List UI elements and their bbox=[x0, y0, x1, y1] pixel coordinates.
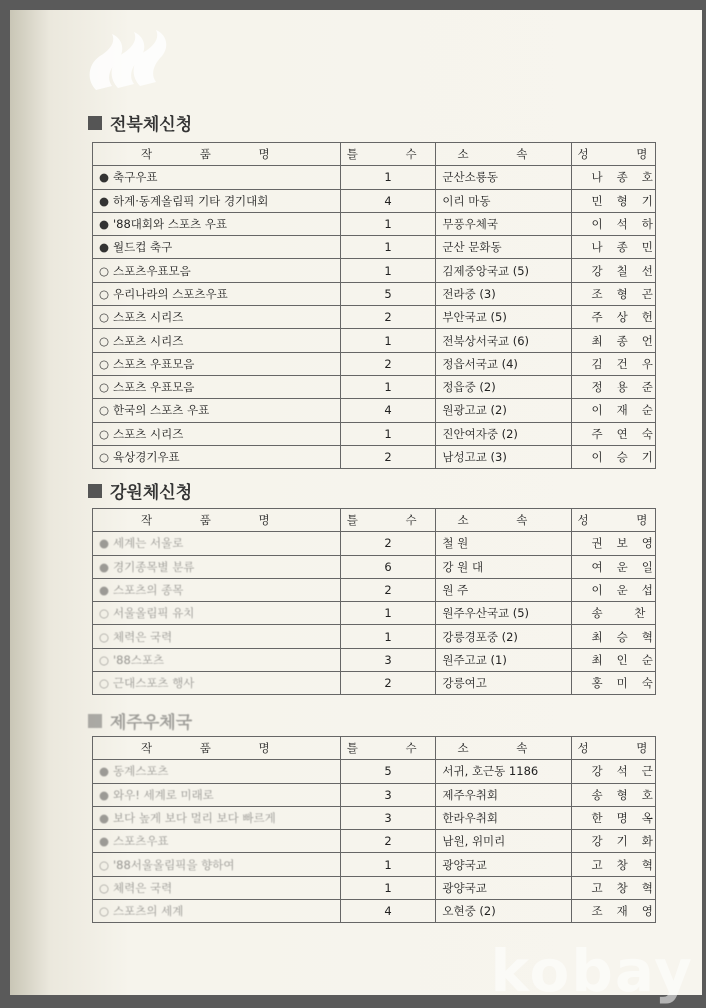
entry-title-cell bbox=[93, 672, 341, 695]
entry-affiliation: 강릉여고 bbox=[436, 672, 571, 695]
entry-title: 보다 높게 보다 멀리 보다 빠르게 bbox=[113, 811, 276, 826]
entry-title-cell bbox=[93, 352, 341, 375]
entry-count: 1 bbox=[340, 166, 436, 189]
header-count: 틀 수 bbox=[340, 143, 436, 166]
entry-count: 1 bbox=[340, 212, 436, 235]
bullet-icon: ○ bbox=[99, 263, 110, 278]
table-row bbox=[93, 399, 656, 422]
entry-count: 3 bbox=[340, 806, 436, 829]
entry-count: 2 bbox=[340, 672, 436, 695]
entry-person-name: 김건우 bbox=[571, 352, 655, 375]
table-row bbox=[93, 830, 656, 853]
square-bullet-icon bbox=[88, 116, 102, 130]
entry-title: 서울올림픽 유치 bbox=[113, 606, 195, 621]
bullet-icon: ● bbox=[99, 240, 110, 255]
table-row bbox=[93, 648, 656, 671]
entry-title: 우리나라의 스포츠우표 bbox=[113, 286, 228, 301]
entry-person-name: 민형기 bbox=[571, 189, 655, 212]
entry-title-cell bbox=[93, 648, 341, 671]
table-row bbox=[93, 306, 656, 329]
entry-person-name: 조재영 bbox=[571, 900, 655, 923]
header-name: 성 명 bbox=[571, 737, 655, 760]
entry-affiliation: 전북상서국교 (6) bbox=[436, 329, 571, 352]
entry-title: 스포츠우표모음 bbox=[113, 263, 191, 278]
entry-count: 1 bbox=[340, 375, 436, 398]
section-heading-jeonbuk: 전북체신청 bbox=[88, 110, 192, 135]
entry-count: 2 bbox=[340, 445, 436, 468]
bullet-icon: ● bbox=[99, 583, 110, 598]
entry-affiliation: 철 원 bbox=[436, 532, 571, 555]
square-bullet-icon bbox=[88, 714, 102, 728]
table-row bbox=[93, 783, 656, 806]
entry-person-name: 이석하 bbox=[571, 212, 655, 235]
entry-title-cell bbox=[93, 236, 341, 259]
bullet-icon: ● bbox=[99, 193, 110, 208]
header-name: 성 명 bbox=[571, 143, 655, 166]
entry-affiliation: 전라중 (3) bbox=[436, 282, 571, 305]
entry-title: 스포츠의 종목 bbox=[113, 583, 184, 598]
entry-title-cell bbox=[93, 602, 341, 625]
entry-affiliation: 제주우취회 bbox=[436, 783, 571, 806]
bullet-icon: ○ bbox=[99, 857, 110, 872]
bullet-icon: ● bbox=[99, 811, 110, 826]
entry-person-name: 여운일 bbox=[571, 555, 655, 578]
entry-title-cell bbox=[93, 783, 341, 806]
entry-count: 1 bbox=[340, 422, 436, 445]
table-row bbox=[93, 806, 656, 829]
bullet-icon: ○ bbox=[99, 310, 110, 325]
entry-title-cell bbox=[93, 329, 341, 352]
section-heading-jeju: 제주우체국 bbox=[88, 708, 192, 733]
header-affiliation: 소 속 bbox=[436, 509, 571, 532]
entry-affiliation: 남원, 위미리 bbox=[436, 830, 571, 853]
entry-count: 4 bbox=[340, 189, 436, 212]
entry-person-name: 나종민 bbox=[571, 236, 655, 259]
scanned-page bbox=[10, 10, 702, 1005]
entry-table-gangwon bbox=[92, 508, 670, 695]
entry-affiliation: 원주고교 (1) bbox=[436, 648, 571, 671]
entry-title: 스포츠 시리즈 bbox=[113, 426, 184, 441]
entry-person-name: 강칠선 bbox=[571, 259, 655, 282]
table-header-row bbox=[93, 143, 656, 166]
entry-title: '88대회와 스포츠 우표 bbox=[113, 217, 227, 232]
entry-title-cell bbox=[93, 532, 341, 555]
header-title: 작 품 명 bbox=[93, 737, 341, 760]
table-row bbox=[93, 166, 656, 189]
entry-affiliation: 정읍중 (2) bbox=[436, 375, 571, 398]
table-row bbox=[93, 853, 656, 876]
bullet-icon: ● bbox=[99, 764, 110, 779]
bullet-icon: ○ bbox=[99, 880, 110, 895]
entry-affiliation: 군산소룡동 bbox=[436, 166, 571, 189]
entry-title-cell bbox=[93, 625, 341, 648]
entry-title: 스포츠 시리즈 bbox=[113, 333, 184, 348]
header-title: 작 품 명 bbox=[93, 509, 341, 532]
table-row bbox=[93, 532, 656, 555]
bullet-icon: ● bbox=[99, 536, 110, 551]
bullet-icon: ○ bbox=[99, 606, 110, 621]
entry-title: 축구우표 bbox=[113, 170, 158, 185]
entry-title: 스포츠 우표모음 bbox=[113, 380, 195, 395]
table-row bbox=[93, 625, 656, 648]
entry-count: 6 bbox=[340, 555, 436, 578]
bullet-icon: ● bbox=[99, 834, 110, 849]
table-row bbox=[93, 329, 656, 352]
header-name: 성 명 bbox=[571, 509, 655, 532]
entry-title-cell bbox=[93, 445, 341, 468]
bullet-icon: ● bbox=[99, 217, 110, 232]
entry-affiliation: 서귀, 호근동 1186 bbox=[436, 760, 571, 783]
bullet-icon: ○ bbox=[99, 450, 110, 464]
entry-count: 4 bbox=[340, 399, 436, 422]
header-count: 틀 수 bbox=[340, 509, 436, 532]
entry-count: 1 bbox=[340, 236, 436, 259]
table-row bbox=[93, 259, 656, 282]
entry-title-cell bbox=[93, 399, 341, 422]
entry-person-name: 나종호 bbox=[571, 166, 655, 189]
entry-person-name: 강기화 bbox=[571, 830, 655, 853]
entry-count: 1 bbox=[340, 625, 436, 648]
bullet-icon: ○ bbox=[99, 380, 110, 395]
bullet-icon: ○ bbox=[99, 676, 110, 691]
table-header-row bbox=[93, 509, 656, 532]
entry-title-cell bbox=[93, 806, 341, 829]
entry-affiliation: 정읍서국교 (4) bbox=[436, 352, 571, 375]
entry-title-cell bbox=[93, 259, 341, 282]
entry-table-jeju bbox=[92, 736, 670, 923]
table-header-row bbox=[93, 737, 656, 760]
entry-affiliation: 광양국교 bbox=[436, 876, 571, 899]
section-heading-gangwon: 강원체신청 bbox=[88, 478, 192, 503]
emblem-logo-icon bbox=[82, 24, 172, 96]
header-count: 틀 수 bbox=[340, 737, 436, 760]
entry-affiliation: 무풍우체국 bbox=[436, 212, 571, 235]
entry-affiliation: 진안여자중 (2) bbox=[436, 422, 571, 445]
entry-person-name: 강석근 bbox=[571, 760, 655, 783]
entry-title: 와우! 세계로 미래로 bbox=[113, 787, 214, 802]
entry-title-cell bbox=[93, 760, 341, 783]
entry-person-name: 고창혁 bbox=[571, 876, 655, 899]
entry-count: 1 bbox=[340, 602, 436, 625]
bullet-icon: ● bbox=[99, 787, 110, 802]
entry-person-name: 정용준 bbox=[571, 375, 655, 398]
entry-title-cell bbox=[93, 422, 341, 445]
table-row bbox=[93, 445, 656, 468]
entry-affiliation: 원주우산국교 (5) bbox=[436, 602, 571, 625]
entry-count: 1 bbox=[340, 259, 436, 282]
entry-person-name: 이운섭 bbox=[571, 578, 655, 601]
entry-count: 4 bbox=[340, 900, 436, 923]
bullet-icon: ○ bbox=[99, 629, 110, 644]
entry-title-cell bbox=[93, 189, 341, 212]
entry-affiliation: 강 원 대 bbox=[436, 555, 571, 578]
entry-title: 한국의 스포츠 우표 bbox=[113, 403, 210, 418]
entry-person-name: 이재순 bbox=[571, 399, 655, 422]
entry-title-cell bbox=[93, 282, 341, 305]
entry-title: 스포츠 우표모음 bbox=[113, 356, 195, 371]
table-row bbox=[93, 352, 656, 375]
entry-person-name: 이승기 bbox=[571, 445, 655, 468]
table-row bbox=[93, 236, 656, 259]
entry-count: 2 bbox=[340, 352, 436, 375]
entry-title-cell bbox=[93, 578, 341, 601]
entry-affiliation: 김제중앙국교 (5) bbox=[436, 259, 571, 282]
entry-affiliation: 원광고교 (2) bbox=[436, 399, 571, 422]
bullet-icon: ○ bbox=[99, 286, 110, 301]
table-row bbox=[93, 212, 656, 235]
entry-title: 스포츠 시리즈 bbox=[113, 310, 184, 325]
entry-person-name: 주연숙 bbox=[571, 422, 655, 445]
entry-person-name: 권보영 bbox=[571, 532, 655, 555]
entry-title: 체력은 국력 bbox=[113, 880, 173, 895]
entry-count: 2 bbox=[340, 532, 436, 555]
table-row bbox=[93, 672, 656, 695]
table-row bbox=[93, 189, 656, 212]
entry-title: 스포츠우표 bbox=[113, 834, 169, 849]
entry-title: '88스포츠 bbox=[113, 652, 165, 667]
bullet-icon: ● bbox=[99, 559, 110, 574]
entry-count: 2 bbox=[340, 306, 436, 329]
table-row bbox=[93, 422, 656, 445]
entry-title-cell bbox=[93, 853, 341, 876]
entry-title-cell bbox=[93, 555, 341, 578]
entry-count: 3 bbox=[340, 648, 436, 671]
entry-person-name: 최인순 bbox=[571, 648, 655, 671]
table-row bbox=[93, 555, 656, 578]
entry-affiliation: 한라우취회 bbox=[436, 806, 571, 829]
table-row bbox=[93, 282, 656, 305]
header-title: 작 품 명 bbox=[93, 143, 341, 166]
bullet-icon: ○ bbox=[99, 333, 110, 348]
entry-title: 하계·동계올림픽 기타 경기대회 bbox=[113, 193, 269, 208]
entry-count: 1 bbox=[340, 853, 436, 876]
entry-person-name: 최승혁 bbox=[571, 625, 655, 648]
table-row bbox=[93, 375, 656, 398]
entry-title-cell bbox=[93, 876, 341, 899]
entry-title: 스포츠의 세계 bbox=[113, 904, 184, 919]
entry-count: 2 bbox=[340, 578, 436, 601]
entry-title: 월드컵 축구 bbox=[113, 240, 173, 255]
square-bullet-icon bbox=[88, 484, 102, 498]
table-row bbox=[93, 602, 656, 625]
entry-person-name: 한명옥 bbox=[571, 806, 655, 829]
entry-person-name: 조형곤 bbox=[571, 282, 655, 305]
entry-affiliation: 이리 마동 bbox=[436, 189, 571, 212]
entry-title: 동계스포츠 bbox=[113, 764, 169, 779]
entry-affiliation: 오현중 (2) bbox=[436, 900, 571, 923]
entry-person-name: 주상헌 bbox=[571, 306, 655, 329]
entry-count: 3 bbox=[340, 783, 436, 806]
entry-title-cell bbox=[93, 830, 341, 853]
header-affiliation: 소 속 bbox=[436, 143, 571, 166]
entry-title: 경기종목별 분류 bbox=[113, 559, 195, 574]
bullet-icon: ○ bbox=[99, 904, 110, 919]
entry-person-name: 송형호 bbox=[571, 783, 655, 806]
bullet-icon: ● bbox=[99, 170, 110, 185]
entry-count: 5 bbox=[340, 760, 436, 783]
entry-title-cell bbox=[93, 900, 341, 923]
entry-count: 1 bbox=[340, 329, 436, 352]
watermark: kobay bbox=[490, 937, 694, 1005]
entry-title: 육상경기우표 bbox=[113, 450, 180, 464]
entry-title: 세계는 서울로 bbox=[113, 536, 184, 551]
entry-title-cell bbox=[93, 306, 341, 329]
entry-person-name: 송 찬 bbox=[571, 602, 655, 625]
bullet-icon: ○ bbox=[99, 403, 110, 418]
entry-affiliation: 부안국교 (5) bbox=[436, 306, 571, 329]
entry-table-jeonbuk bbox=[92, 142, 670, 469]
entry-person-name: 홍미숙 bbox=[571, 672, 655, 695]
table-row bbox=[93, 760, 656, 783]
entry-title: 근대스포츠 행사 bbox=[113, 676, 195, 691]
table-row bbox=[93, 900, 656, 923]
entry-title: 체력은 국력 bbox=[113, 629, 173, 644]
entry-person-name: 고창혁 bbox=[571, 853, 655, 876]
entry-affiliation: 강릉경포중 (2) bbox=[436, 625, 571, 648]
entry-affiliation: 남성고교 (3) bbox=[436, 445, 571, 468]
entry-affiliation: 원 주 bbox=[436, 578, 571, 601]
entry-count: 5 bbox=[340, 282, 436, 305]
entry-affiliation: 광양국교 bbox=[436, 853, 571, 876]
bullet-icon: ○ bbox=[99, 426, 110, 441]
entry-title-cell bbox=[93, 212, 341, 235]
header-affiliation: 소 속 bbox=[436, 737, 571, 760]
table-row bbox=[93, 876, 656, 899]
entry-count: 1 bbox=[340, 876, 436, 899]
entry-title-cell bbox=[93, 375, 341, 398]
entry-person-name: 최종언 bbox=[571, 329, 655, 352]
table-row bbox=[93, 578, 656, 601]
bullet-icon: ○ bbox=[99, 356, 110, 371]
entry-title-cell bbox=[93, 166, 341, 189]
entry-affiliation: 군산 문화동 bbox=[436, 236, 571, 259]
bullet-icon: ○ bbox=[99, 652, 110, 667]
entry-title: '88서울올림픽을 향하여 bbox=[113, 857, 235, 872]
entry-count: 2 bbox=[340, 830, 436, 853]
